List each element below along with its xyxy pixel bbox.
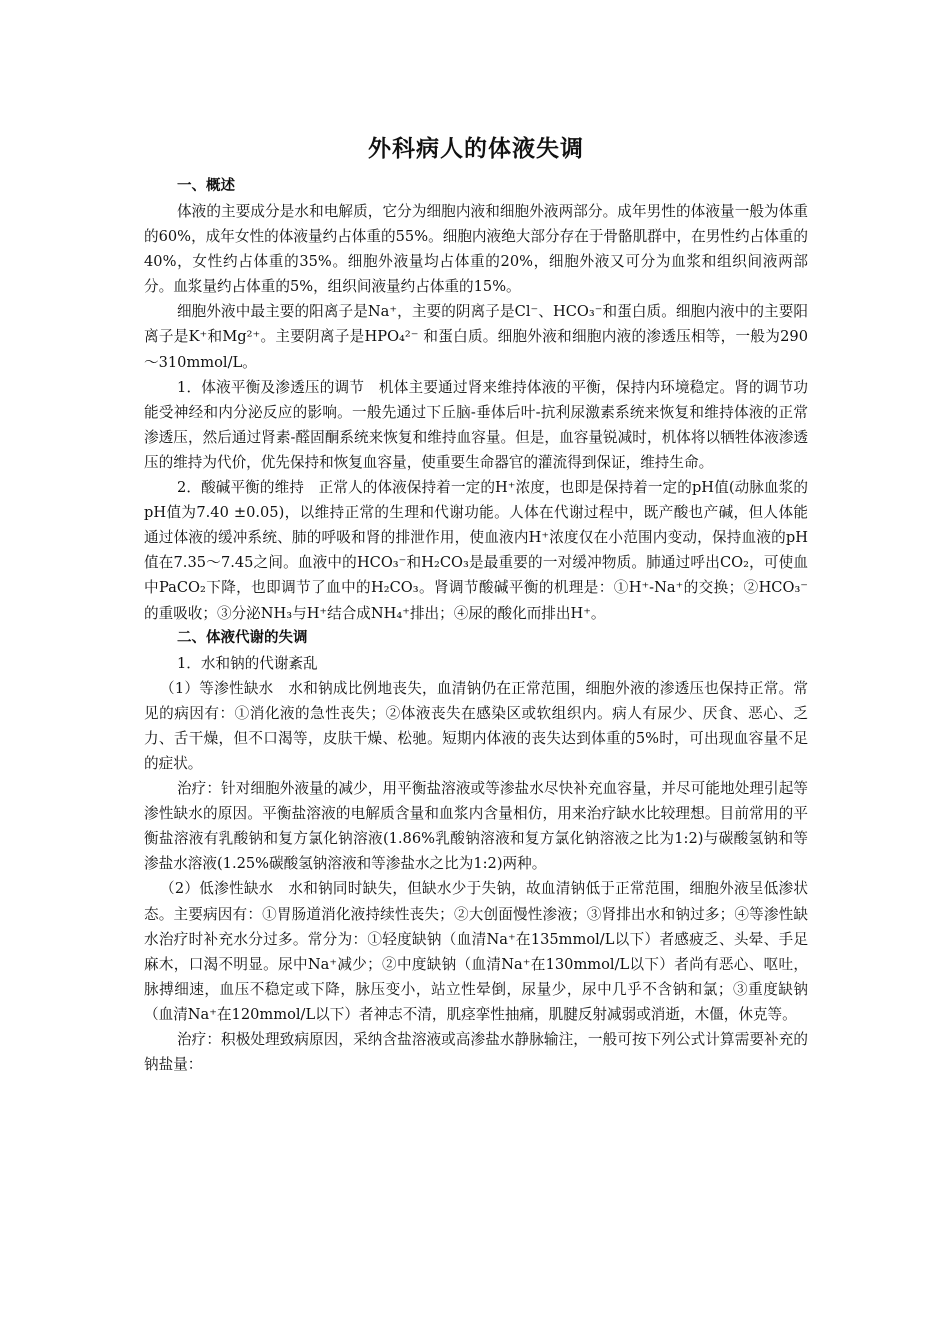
document-page — [144, 132, 808, 1077]
paragraph-isotonic-dehydration: （1）等渗性缺水 水和钠成比例地丧失，血清钠仍在正常范围，细胞外液的渗透压也保持正常。常见的病因有：①消化液的急性丧失；②体液丧失在感染区或软组织内。病人有尿少、厌食、恶心、乏力、舌干燥，但不口渴等，皮肤干燥、松驰。短期内体液的丧失达到体重的5%时，可出现血容量不足的症状。 — [144, 679, 808, 772]
document-title: 外科病人的体液失调 — [368, 136, 584, 162]
paragraph-body-fluid-composition: 体液的主要成分是水和电解质，它分为细胞内液和细胞外液两部分。成年男性的体液量一般为体重的60%，成年女性的体液量约占体重的55%。细胞内液绝大部分存在于骨骼肌群中，在男性约占体重的40%，女性约占体重的35%。细胞外液量均占体重的20%，细胞外液又可分为血浆和组织间液两部分。血浆量约占体重的5%，组织间液量约占体重的15%。 — [144, 203, 808, 296]
paragraph-hypotonic-treatment: 治疗：积极处理致病原因，采纳含盐溶液或高渗盐水静脉输注，一般可按下列公式计算需要补充的钠盐量： — [144, 1031, 808, 1074]
paragraph-acid-base-balance: 2．酸碱平衡的维持 正常人的体液保持着一定的H⁺浓度，也即是保持着一定的pH值(动脉血浆的pH值为7.40 ±0.05)，以维持正常的生理和代谢功能。人体在代谢过程中，既产酸也产碱，但人体能通过体液的缓冲系统、肺的呼吸和肾的排泄作用，使血液内H⁺浓度仅在小范围内变动，保持血液的pH值在7.35～7.45之间。血液中的HCO₃⁻和H₂CO₃是最重要的一对缓冲物质。肺通过呼出CO₂，可使血中PaCO₂下降，也即调节了血中的H₂CO₃。肾调节酸碱平衡的机理是：①H⁺-Na⁺的交换；②HCO₃⁻的重吸收；③分泌NH₃与H⁺结合成NH₄⁺排出；④尿的酸化而排出H⁺。 — [144, 479, 808, 622]
paragraph-ions: 细胞外液中最主要的阳离子是Na⁺，主要的阴离子是Cl⁻、HCO₃⁻和蛋白质。细胞内液中的主要阳离子是K⁺和Mg²⁺。主要阴离子是HPO₄²⁻ 和蛋白质。细胞外液和细胞内液的渗透压相等，一般为290～310mmol/L。 — [144, 303, 808, 371]
paragraph-hypotonic-dehydration: （2）低渗性缺水 水和钠同时缺失，但缺水少于失钠，故血清钠低于正常范围，细胞外液呈低渗状态。主要病因有：①胃肠道消化液持续性丧失；②大创面慢性渗液；③肾排出水和钠过多；④等渗性缺水治疗时补充水分过多。常分为：①轻度缺钠（血清Na⁺在135mmol/L以下）者感疲乏、头晕、手足麻木，口渴不明显。尿中Na⁺减少；②中度缺钠（血清Na⁺在130mmol/L以下）者尚有恶心、呕吐，脉搏细速，血压不稳定或下降，脉压变小，站立性晕倒，尿量少，尿中几乎不含钠和氯；③重度缺钠（血清Na⁺在120mmol/L以下）者神志不清，肌痉挛性抽痛，肌腱反射减弱或消逝，木僵，休克等。 — [144, 880, 808, 1023]
section-heading-fluid-disorders: 二、体液代谢的失调 — [177, 629, 308, 646]
section-heading-overview: 一、概述 — [177, 178, 235, 194]
subheading-water-sodium: 1．水和钠的代谢紊乱 — [177, 654, 318, 672]
paragraph-isotonic-treatment: 治疗：针对细胞外液量的减少，用平衡盐溶液或等渗盐水尽快补充血容量，并尽可能地处理引起等渗性缺水的原因。平衡盐溶液的电解质含量和血浆内含量相仿，用来治疗缺水比较理想。目前常用的平衡盐溶液有乳酸钠和复方氯化钠溶液(1.86%乳酸钠溶液和复方氯化钠溶液之比为1:2)与碳酸氢钠和等渗盐水溶液(1.25%碳酸氢钠溶液和等渗盐水之比为1:2)两种。 — [144, 780, 808, 873]
paragraph-fluid-balance-regulation: 1．体液平衡及渗透压的调节 机体主要通过肾来维持体液的平衡，保持内环境稳定。肾的调节功能受神经和内分泌反应的影响。一般先通过下丘脑-垂体后叶-抗利尿激素系统来恢复和维持体液的正常渗透压，然后通过肾素-醛固酮系统来恢复和维持血容量。但是，血容量锐减时，机体将以牺牲体液渗透压的维持为代价，优先保持和恢复血容量，使重要生命器官的灌流得到保证，维持生命。 — [144, 378, 808, 471]
